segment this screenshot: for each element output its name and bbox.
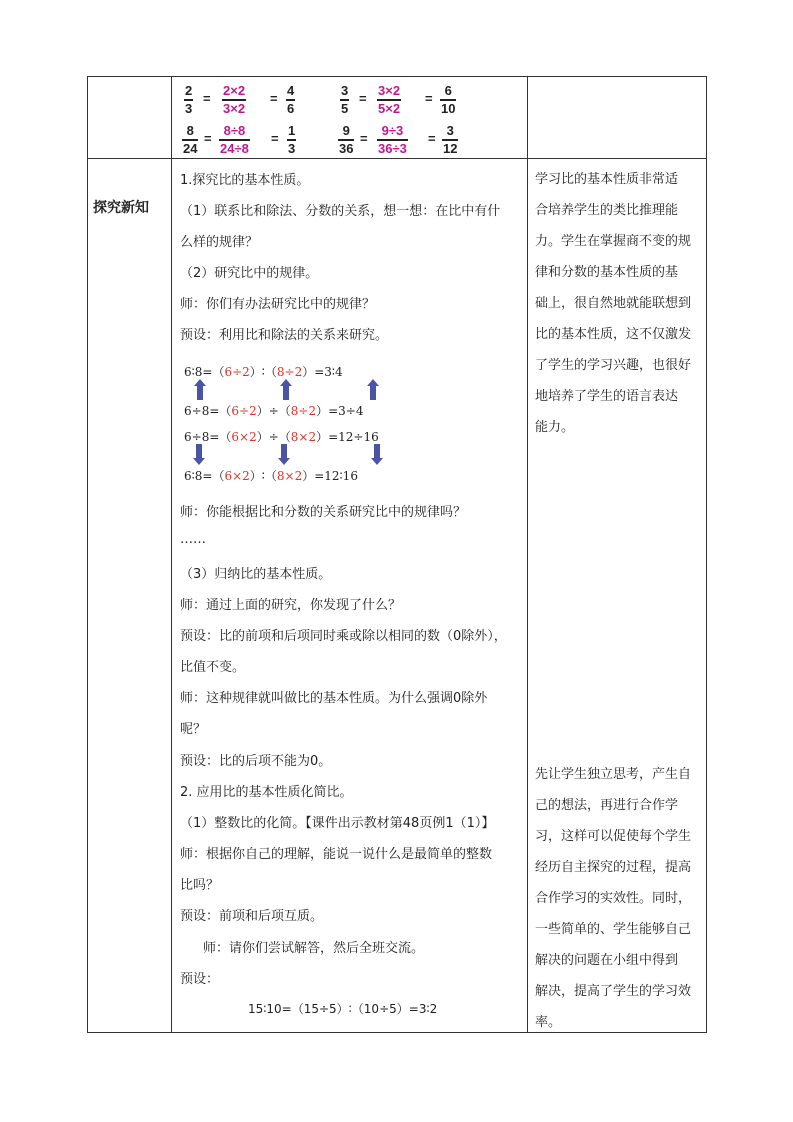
section-label: 探究新知 [93,200,149,216]
arrow-down-icon [371,444,383,465]
note-line: 能力。 [535,420,575,435]
table-right-border [706,76,707,1033]
table-row-divider [87,158,707,159]
fraction: 9 36 [339,123,354,156]
text-line: （1）联系比和除法、分数的关系，想一想：在比中有什 [180,204,501,219]
text-line: （1）整数比的化简。【课件出示教材第48页例1（1）】 [180,816,495,831]
ratio-line-3: 6÷8=（6×2）÷（8×2）=12÷16 [184,430,379,444]
note-line: 力。学生在掌握商不变的规 [535,234,692,249]
equals-sign: = [270,91,278,106]
note-line: 合作学习的实效性。同时， [535,891,692,906]
fraction: 3 12 [443,123,458,156]
note-line: 习，这样可以促使每个学生 [535,829,692,844]
equals-sign: = [271,131,279,146]
equals-sign: = [359,91,367,106]
note-line: 合培养学生的类比推理能 [535,203,679,218]
note-line: 学习比的基本性质非常适 [535,172,679,187]
arrow-up-icon [280,379,292,400]
text-line: 师：通过上面的研究，你发现了什么？ [180,598,402,613]
text-line: 预设：比的前项和后项同时乘或除以相同的数（0除外）， [180,629,507,644]
text-line: 预设： [180,972,220,987]
ratio-line-4: 6∶8=（6×2）∶（8×2）=12∶16 [184,469,358,483]
fraction: 8 24 [183,123,198,156]
text-line: 师：你们有办法研究比中的规律？ [180,297,376,312]
text-line: （3）归纳比的基本性质。 [180,567,332,582]
fraction: 2 3 [185,83,193,116]
fraction: 8÷8 24÷8 [220,123,249,156]
arrow-down-icon [193,444,205,465]
fraction: 2×2 3×2 [223,83,246,116]
note-line: 解决，提高了学生的学习效 [535,984,692,999]
table-bottom-border [87,1032,707,1033]
fraction: 6 10 [441,83,456,116]
text-line: 2. 应用比的基本性质化简比。 [180,785,353,800]
text-line: 1.探究比的基本性质。 [180,173,310,188]
text-line: 15∶10=（15÷5）∶（10÷5）=3∶2 [248,1002,438,1016]
table-col-divider-1 [171,76,172,1033]
note-line: 率。 [535,1015,562,1030]
arrow-up-icon [367,379,379,400]
note-line: 解决的问题在小组中得到 [535,953,679,968]
arrow-up-icon [194,379,206,400]
text-line: …… [180,532,206,547]
text-line: 师：你能根据比和分数的关系研究比中的规律吗？ [180,505,467,520]
text-line: 师：这种规律就叫做比的基本性质。为什么强调0除外 [180,691,488,706]
table-left-border [87,76,88,1033]
note-line: 经历自主探究的过程，提高 [535,860,692,875]
fraction: 1 3 [288,123,296,156]
fraction: 3 5 [341,83,349,116]
fraction: 9÷3 36÷3 [378,123,407,156]
text-line: （2）研究比中的规律。 [180,266,319,281]
equals-sign: = [360,131,368,146]
table-top-border [87,76,707,77]
text-line: 师：根据你自己的理解，能说一说什么是最简单的整数 [180,847,493,862]
text-line: 预设：利用比和除法的关系来研究。 [180,328,389,343]
text-line: 比值不变。 [180,660,246,675]
table-col-divider-2 [527,76,528,1033]
fraction: 3×2 5×2 [378,83,401,116]
text-line: 么样的规律？ [180,235,259,250]
note-line: 了学生的学习兴趣，也很好 [535,358,692,373]
note-line: 律和分数的基本性质的基 [535,265,679,280]
note-line: 比的基本性质，这不仅激发 [535,327,692,342]
ratio-line-1: 6∶8=（6÷2）∶（8÷2）=3∶4 [184,365,343,379]
equals-sign: = [425,91,433,106]
equals-sign: = [204,131,212,146]
text-line: 预设：前项和后项互质。 [180,909,324,924]
note-line: 己的想法，再进行合作学 [535,798,679,813]
note-line: 地培养了学生的语言表达 [535,389,679,404]
note-line: 一些简单的、学生能够自己 [535,922,692,937]
arrow-down-icon [278,444,290,465]
equals-sign: = [428,131,436,146]
note-line: 先让学生独立思考，产生自 [535,767,692,782]
equals-sign: = [203,91,211,106]
text-line: 师：请你们尝试解答，然后全班交流。 [203,941,425,956]
note-line: 础上，很自然地就能联想到 [535,296,692,311]
ratio-line-2: 6÷8=（6÷2）÷（8÷2）=3÷4 [184,404,364,418]
text-line: 比吗？ [180,878,220,893]
text-line: 预设：比的后项不能为0。 [180,754,332,769]
fraction: 4 6 [287,83,295,116]
text-line: 呢？ [180,722,207,737]
